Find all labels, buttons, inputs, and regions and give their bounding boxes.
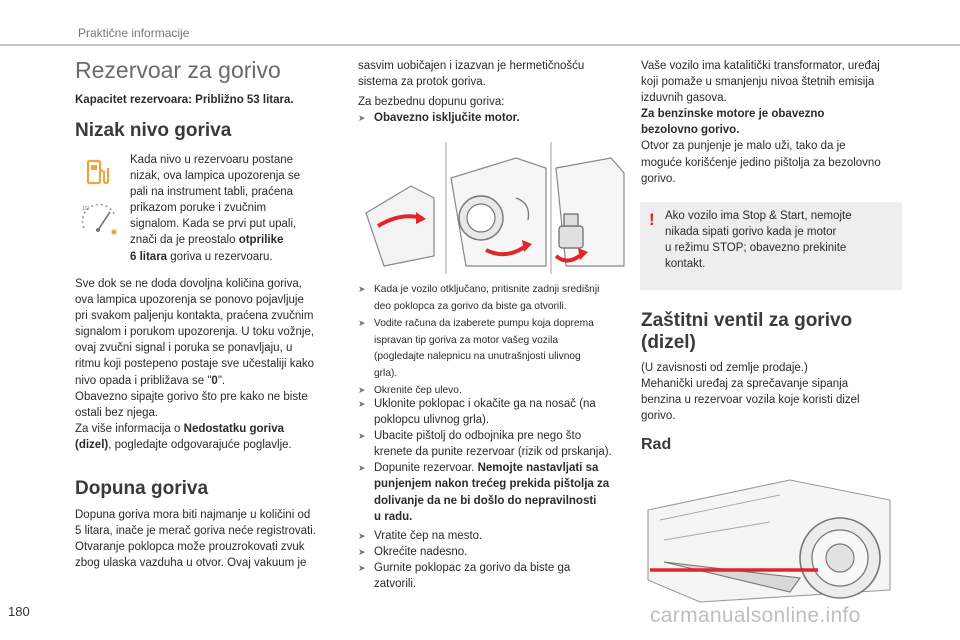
text-segment: krenete da punite rezervoar (rizik od prskanja). bbox=[374, 446, 612, 459]
text-segment: Okrećite nadesno. bbox=[374, 546, 468, 559]
text-line: Otvor za punjenje je malo uži, tako da je bbox=[641, 140, 846, 153]
text-line: ovaj zvučni signal i poruka se ponavljaju, u bbox=[75, 342, 293, 355]
text-line: nizak, ova lampica upozorenja se bbox=[130, 170, 301, 183]
fuel-pump-icon bbox=[86, 159, 110, 187]
refuel-steps bbox=[358, 396, 612, 525]
low-fuel-paragraph bbox=[75, 276, 314, 453]
text-line: signalom. Kada se prvi put upali, bbox=[130, 218, 297, 231]
text-line: Otvaranje poklopca može prouzrokovati zvuk bbox=[75, 541, 305, 554]
text-segment: Dopunite rezervoar. bbox=[374, 462, 478, 475]
text-bold: otprilike bbox=[238, 234, 284, 247]
bullet-icon: ➤ bbox=[358, 113, 366, 124]
text-segment: , pogledajte odgovarajuće poglavlje. bbox=[108, 438, 292, 451]
closing-steps bbox=[358, 528, 570, 592]
text-bold: Nedostatku goriva bbox=[183, 422, 284, 435]
text-bold: Nemojte nastavljati sa bbox=[477, 462, 599, 475]
refuel-heading: Dopuna goriva bbox=[75, 478, 209, 499]
text-segment: goriva u rezervoaru. bbox=[167, 250, 273, 263]
text-line: Kada nivo u rezervoaru postane bbox=[130, 154, 294, 166]
text-segment: grla). bbox=[374, 367, 398, 379]
safe-refuel-intro bbox=[358, 94, 520, 126]
text-bold: Obavezno isključite motor. bbox=[374, 112, 520, 125]
refuel-paragraph bbox=[75, 507, 316, 571]
text-segment: Vodite računa da izaberete pumpu koja doprema bbox=[374, 318, 594, 329]
text-line: Obavezno sipajte gorivo što pre kako ne biste bbox=[75, 390, 308, 403]
text-segment: Ubacite pištolj do odbojnika pre nego što bbox=[374, 430, 582, 443]
text-line: pali na instrument tabli, praćena bbox=[130, 186, 294, 199]
catalytic-paragraph bbox=[641, 58, 881, 187]
text-bold: 6 litara bbox=[130, 250, 168, 263]
diesel-valve-illustration bbox=[640, 470, 902, 608]
page-title: Rezervoar za gorivo bbox=[75, 57, 281, 83]
text-bold: punjenjem nakon trećeg prekida pištolja za bbox=[374, 478, 610, 491]
text-line: sistema za protok goriva. bbox=[358, 76, 486, 89]
text-line: ostali bez njega. bbox=[75, 406, 159, 419]
text-bold: dolivanje da ne bi došlo do nepravilnosti bbox=[374, 494, 597, 507]
text-bold: Za benzinske motore je obavezno bbox=[641, 108, 825, 121]
fuel-gauge-icon bbox=[80, 200, 120, 236]
text-line: Za bezbednu dopunu goriva: bbox=[358, 96, 505, 108]
operation-heading: Rad bbox=[641, 436, 672, 453]
text-segment: poklopcu ulivnog grla). bbox=[374, 414, 490, 427]
heading-line: Zaštitni ventil za gorivo bbox=[641, 310, 853, 331]
text-line: izduvnih gasova. bbox=[641, 92, 727, 105]
protect-valve-paragraph bbox=[641, 360, 860, 424]
text-line: nikada sipati gorivo kada je motor bbox=[665, 226, 837, 239]
text-line: ova lampica upozorenja se ponovo pojavljuje bbox=[75, 294, 304, 307]
text-segment: (pogledajte nalepnicu na unutrašnjosti ulivnog bbox=[374, 351, 581, 362]
bullet-icon: ➤ bbox=[358, 318, 366, 328]
heading-line: (dizel) bbox=[641, 332, 696, 353]
text-line: signalom i porukom upozorenja. U toku vožnje, bbox=[75, 326, 315, 339]
bullet-icon: ➤ bbox=[358, 463, 366, 474]
text-segment: Uklonite poklopac i okačite ga na nosač (na bbox=[374, 398, 596, 410]
text-line: sasvim uobičajen i izazvan je hermetičnošću bbox=[358, 60, 585, 72]
text-line: prikazom poruke i zvučnim bbox=[130, 202, 267, 215]
header-divider bbox=[0, 44, 960, 46]
text-line: benzina u rezervoar vozila koje koristi dizel bbox=[641, 394, 860, 407]
text-segment: ispravan tip goriva za motor vašeg vozila bbox=[374, 334, 559, 346]
text-line: kontakt. bbox=[665, 258, 706, 271]
low-fuel-heading: Nizak nivo goriva bbox=[75, 120, 232, 141]
warning-text bbox=[665, 208, 852, 272]
bullet-icon: ➤ bbox=[358, 399, 366, 409]
text-segment: Okrenite čep ulevo. bbox=[374, 385, 462, 396]
bullet-icon: ➤ bbox=[358, 563, 366, 574]
text-segment: zatvorili. bbox=[374, 578, 417, 591]
tank-capacity: Kapacitet rezervoara: Približno 53 litara. bbox=[75, 94, 294, 106]
text-line: Vaše vozilo ima katalitički transformator, uređaj bbox=[641, 60, 880, 72]
small-steps bbox=[358, 281, 599, 400]
section-label: Praktične informacije bbox=[78, 26, 190, 40]
bullet-icon: ➤ bbox=[358, 547, 366, 558]
warning-icon: ! bbox=[649, 210, 655, 229]
text-segment: Vratite čep na mesto. bbox=[374, 530, 483, 542]
bullet-icon: ➤ bbox=[358, 385, 366, 395]
text-line: Mehanički uređaj za sprečavanje sipanja bbox=[641, 378, 849, 391]
text-bold: 0 bbox=[211, 374, 218, 387]
text-line: u režimu STOP; obavezno prekinite bbox=[665, 242, 847, 255]
text-line: pri svakom paljenju kontakta, praćena zvučnim bbox=[75, 310, 314, 323]
text-line: gorivo. bbox=[641, 410, 676, 423]
text-bold: u radu. bbox=[374, 510, 413, 523]
text-line: koji pomaže u smanjenju nivoa štetnih emisija bbox=[641, 76, 875, 89]
text-line: zbog ulaska vazduha u otvor. Ovaj vakuum je bbox=[75, 557, 307, 570]
bullet-icon: ➤ bbox=[358, 284, 366, 294]
page-number: 180 bbox=[8, 604, 30, 619]
text-segment: znači da je preostalo bbox=[130, 234, 239, 247]
text-line: ritmu koji postepeno postaje sve učestaliji kako bbox=[75, 358, 315, 371]
text-line: Sve dok se ne doda dovoljna količina goriva, bbox=[75, 278, 302, 290]
protect-valve-heading bbox=[641, 310, 852, 354]
fuel-cap-illustration bbox=[356, 138, 626, 276]
text-segment: Za više informacija o bbox=[75, 422, 184, 435]
text-segment: Gurnite poklopac za gorivo da biste ga bbox=[374, 562, 571, 575]
text-line: Dopuna goriva mora biti najmanje u količini od bbox=[75, 509, 311, 521]
text-line: (U zavisnosti od zemlje prodaje.) bbox=[641, 362, 808, 374]
text-segment: Kada je vozilo otključano, pritisnite zadnji središnji bbox=[374, 284, 600, 295]
bullet-icon: ➤ bbox=[358, 431, 366, 442]
text-line: moguće korišćenje jedino pištolja za bezolovno bbox=[641, 156, 881, 169]
text-segment: deo poklopca za gorivo da biste ga otvorili. bbox=[374, 300, 567, 312]
text-bold: (dizel) bbox=[75, 438, 109, 451]
bullet-icon: ➤ bbox=[358, 531, 366, 541]
text-segment: ". bbox=[217, 374, 226, 387]
svg-text:1/2: 1/2 bbox=[82, 206, 89, 212]
refuel-continued bbox=[358, 58, 584, 90]
watermark: carmanualsonline.info bbox=[650, 604, 861, 627]
text-segment: nivo opada i približava se " bbox=[75, 374, 212, 387]
text-bold: bezolovno gorivo. bbox=[641, 124, 740, 137]
text-line: 5 litara, inače je merač goriva neće registrovati. bbox=[75, 525, 316, 538]
text-line: Ako vozilo ima Stop & Start, nemojte bbox=[665, 210, 852, 222]
text-line: gorivo. bbox=[641, 172, 676, 185]
low-fuel-intro bbox=[130, 152, 300, 265]
